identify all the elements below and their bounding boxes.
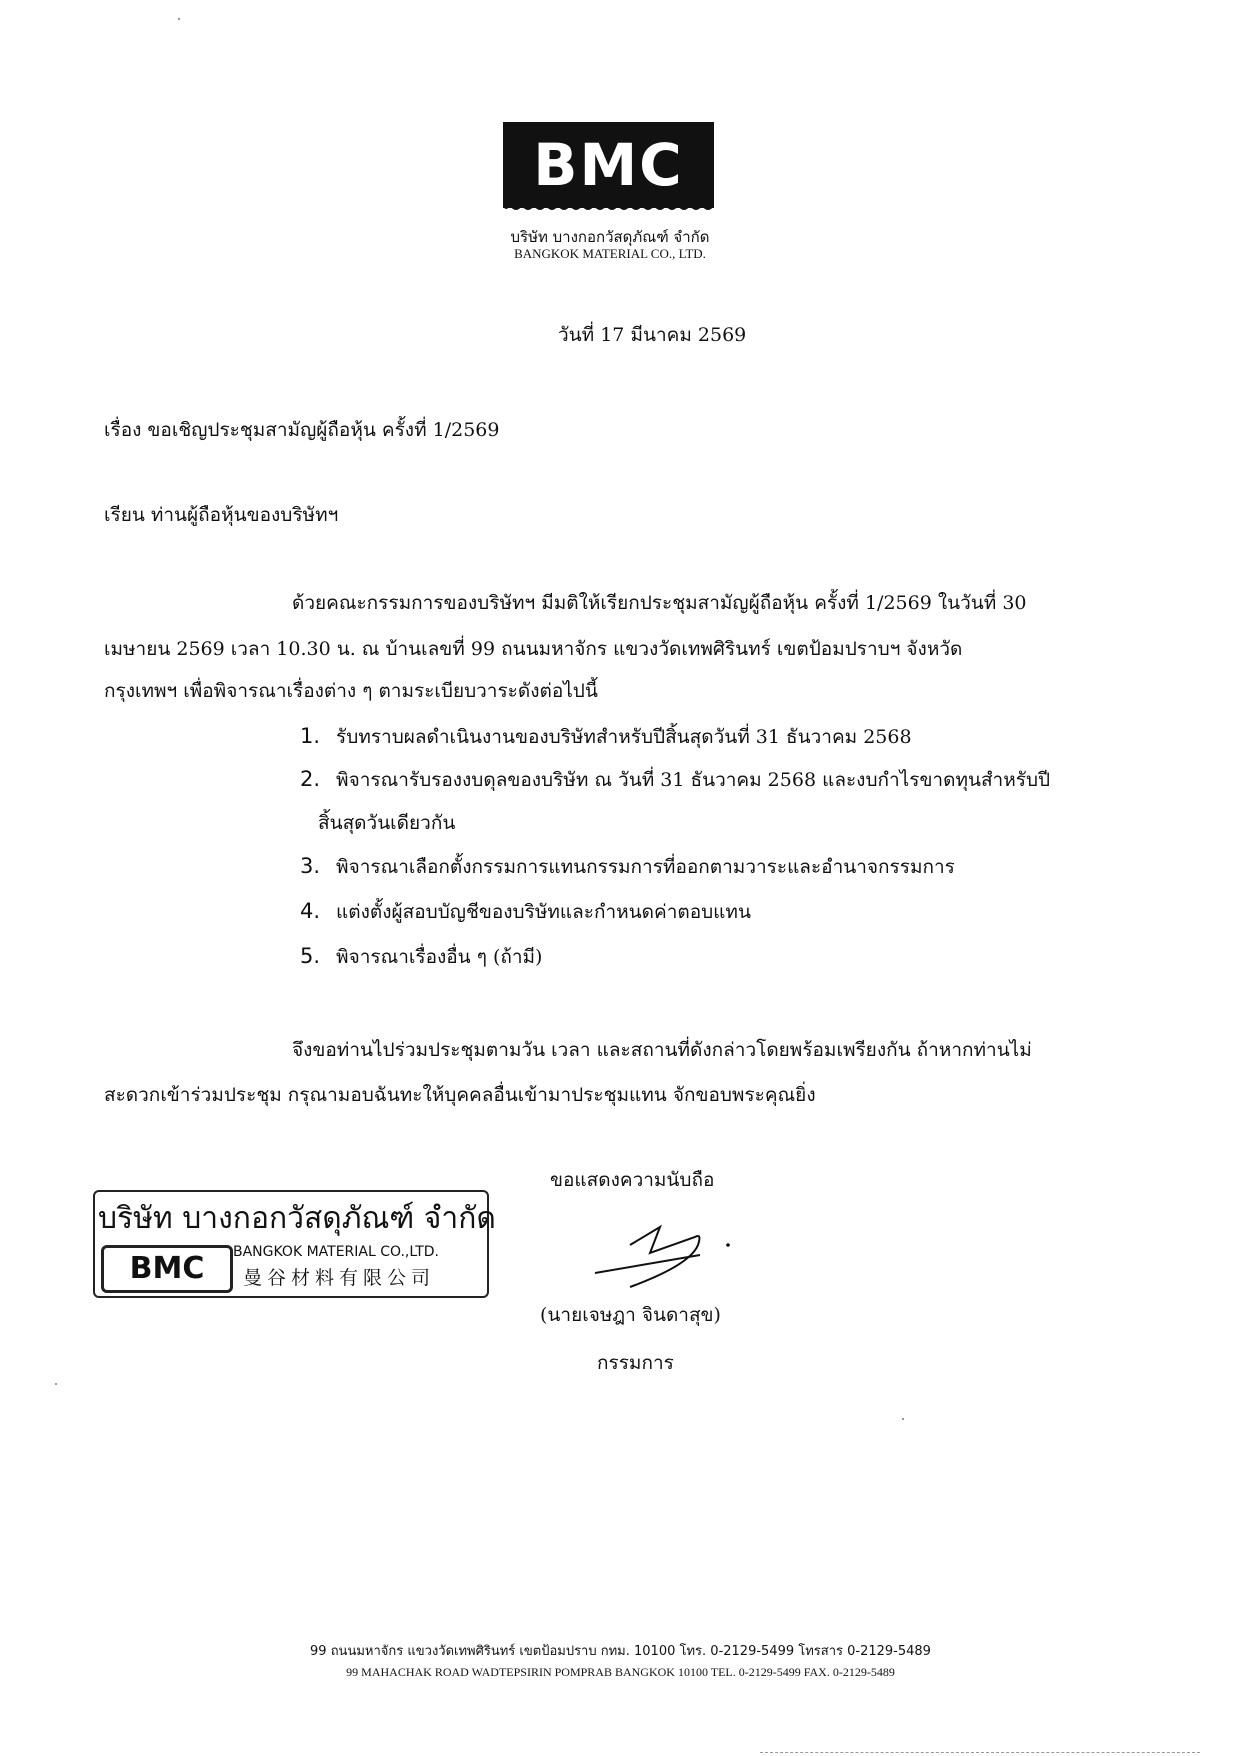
signature-icon: [590, 1215, 750, 1295]
body-line-1: ด้วยคณะกรรมการของบริษัทฯ มีมติให้เรียกประชุมสามัญผู้ถือหุ้น ครั้งที่ 1/2569 ในวันที่ 30: [292, 592, 1027, 614]
agenda-text: พิจารณาเลือกตั้งกรรมการแทนกรรมการที่ออกตามวาระและอำนาจกรรมการ: [336, 856, 955, 878]
agenda-item: [300, 765, 1050, 795]
company-logo-text: BMC: [533, 131, 684, 199]
agenda-number: 2.: [300, 767, 321, 791]
agenda-number: 5.: [300, 944, 321, 968]
agenda-item: [300, 942, 542, 972]
body-line-3: กรุงเทพฯ เพื่อพิจารณาเรื่องต่าง ๆ ตามระเบียบวาระดังต่อไปนี้: [104, 680, 598, 702]
scan-speck: [178, 18, 180, 20]
agenda-number: 1.: [300, 724, 321, 748]
scan-speck: [902, 1418, 904, 1420]
footer-address-th: 99 ถนนมหาจักร แขวงวัดเทพศิรินทร์ เขตป้อมปราบ กทม. 10100 โทร. 0-2129-5499 โทรสาร 0-2129-5489: [310, 1644, 931, 1659]
company-name-th: บริษัท บางกอกวัสดุภัณฑ์ จำกัด: [510, 228, 710, 246]
scan-speck: [55, 1383, 57, 1385]
agenda-number: 3.: [300, 854, 321, 878]
logo-wave-icon: [503, 200, 714, 216]
regards: ขอแสดงความนับถือ: [550, 1169, 715, 1191]
company-name-en: BANGKOK MATERIAL CO., LTD.: [514, 246, 706, 261]
signer-name: (นายเจษฎา จินดาสุข): [540, 1304, 721, 1326]
scan-edge-line: [760, 1752, 1200, 1753]
letter-subject: เรื่อง ขอเชิญประชุมสามัญผู้ถือหุ้น ครั้งที่ 1/2569: [104, 419, 500, 441]
agenda-text: พิจารณาเรื่องอื่น ๆ (ถ้ามี): [336, 946, 543, 968]
agenda-item: [300, 852, 955, 882]
letter-date: วันที่ 17 มีนาคม 2569: [558, 324, 747, 346]
closing-line-2: สะดวกเข้าร่วมประชุม กรุณามอบฉันทะให้บุคคลอื่นเข้ามาประชุมแทน จักขอบพระคุณยิ่ง: [104, 1084, 816, 1106]
agenda-text: รับทราบผลดำเนินงานของบริษัทสำหรับปีสิ้นสุดวันที่ 31 ธันวาคม 2568: [336, 726, 912, 748]
agenda-item-continuation: [318, 808, 455, 838]
agenda-item: [300, 722, 912, 752]
agenda-item: [300, 897, 751, 927]
signer-position: กรรมการ: [597, 1352, 674, 1374]
stamp-name-cn: 曼谷材料有限公司: [243, 1267, 436, 1289]
stamp-logo: BMC: [101, 1245, 233, 1293]
closing-line-1: จึงขอท่านไปร่วมประชุมตามวัน เวลา และสถานที่ดังกล่าวโดยพร้อมเพรียงกัน ถ้าหากท่านไม่: [292, 1039, 1032, 1061]
footer-address-en: 99 MAHACHAK ROAD WADTEPSIRIN POMPRAB BANGKOK 10100 TEL. 0-2129-5499 FAX. 0-2129-5489: [346, 1665, 895, 1679]
agenda-text: แต่งตั้งผู้สอบบัญชีของบริษัทและกำหนดค่าตอบแทน: [336, 901, 751, 923]
agenda-number: 4.: [300, 899, 321, 923]
agenda-text: พิจารณารับรองงบดุลของบริษัท ณ วันที่ 31 ธันวาคม 2568 และงบกำไรขาดทุนสำหรับปี: [336, 769, 1051, 791]
stamp-name-th: บริษัท บางกอกวัสดุภัณฑ์ จำกัด: [98, 1201, 496, 1236]
stamp-name-en: BANGKOK MATERIAL CO.,LTD.: [233, 1244, 440, 1260]
agenda-text: สิ้นสุดวันเดียวกัน: [318, 812, 456, 834]
body-line-2: เมษายน 2569 เวลา 10.30 น. ณ บ้านเลขที่ 99 ถนนมหาจักร แขวงวัดเทพศิรินทร์ เขตป้อมปราบฯ จังหวัด: [104, 638, 963, 660]
letter-salutation: เรียน ท่านผู้ถือหุ้นของบริษัทฯ: [104, 504, 339, 526]
